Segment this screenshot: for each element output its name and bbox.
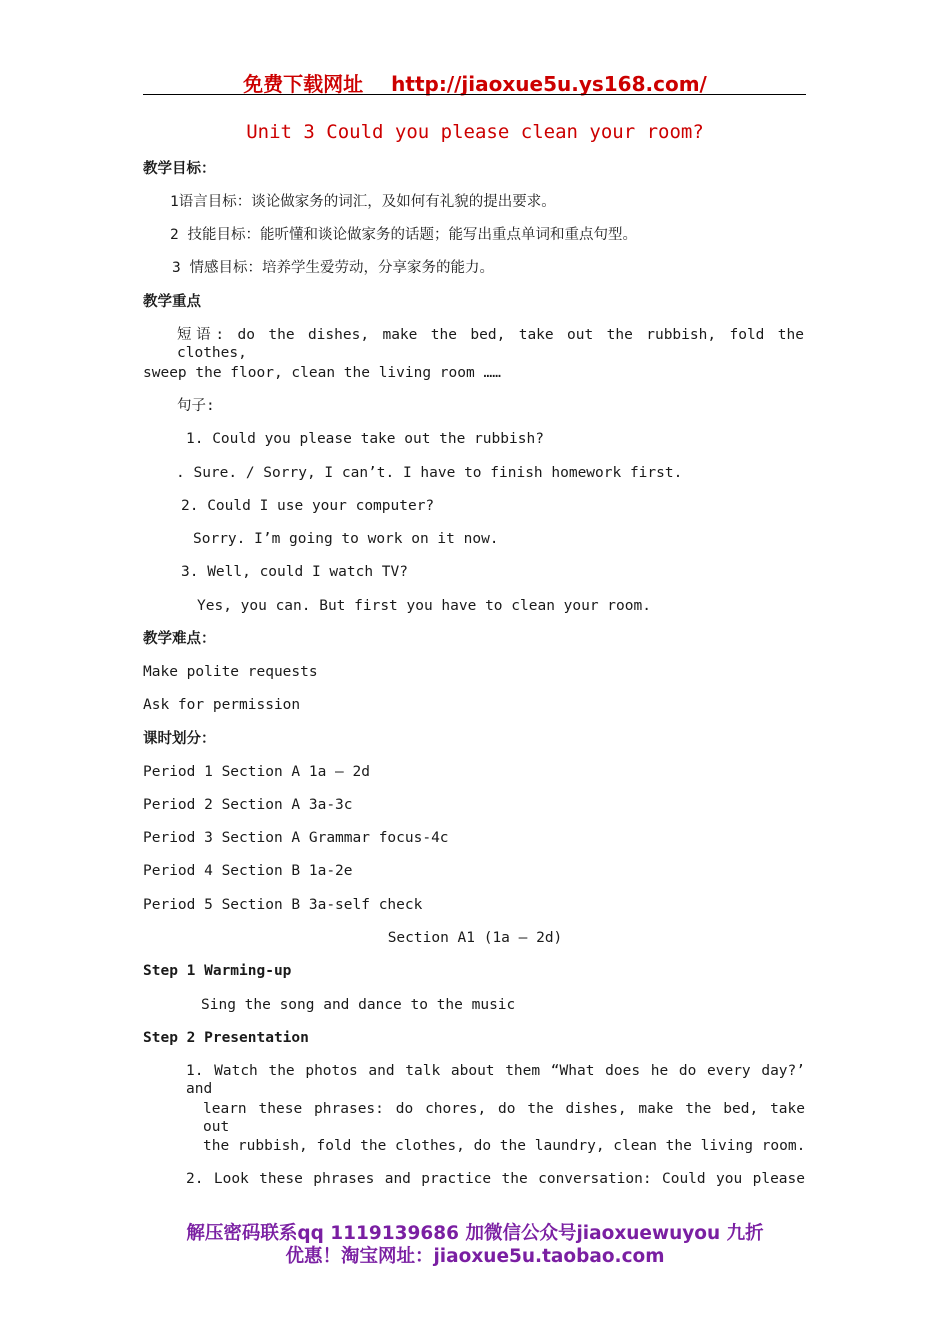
sentence-item: Yes, you can. But first you have to clean your room.	[197, 598, 651, 614]
step2-item-line: the rubbish, fold the clothes, do the laundry, clean the living room.	[203, 1138, 806, 1154]
footer-line: 解压密码联系qq 1119139686 加微信公众号jiaoxuewuyou 九折	[186, 1223, 764, 1244]
phrases-line: sweep the floor, clean the living room ……	[143, 365, 501, 381]
period-item: Period 4 Section B 1a-2e	[143, 863, 353, 879]
sentence-item: . Sure. / Sorry, I can’t. I have to finish homework first.	[176, 465, 683, 481]
phrases-line: 短语: do the dishes, make the bed, take out the rubbish, fold the clothes,	[177, 327, 804, 361]
difficulties-heading: 教学难点：	[143, 631, 216, 647]
sentence-item: Sorry. I’m going to work on it now.	[193, 531, 499, 547]
header-label: 免费下载网址	[243, 72, 364, 96]
objectives-heading: 教学目标：	[143, 161, 216, 177]
objective-item: 3 情感目标：培养学生爱劳动，分享家务的能力。	[172, 260, 494, 276]
objective-item: 1语言目标：谈论做家务的词汇，及如何有礼貌的提出要求。	[170, 194, 556, 210]
step1-text: Sing the song and dance to the music	[201, 997, 516, 1013]
header-divider	[143, 94, 806, 95]
period-item: Period 5 Section B 3a-self check	[143, 897, 423, 913]
step2-item-line: 1. Watch the photos and talk about them “What does he do every day?’ and	[186, 1063, 805, 1097]
key-points-heading: 教学重点	[143, 294, 201, 310]
footer-line: 优惠！淘宝网址：jiaoxue5u.taobao.com	[285, 1246, 665, 1267]
header-banner	[0, 68, 950, 97]
sentence-item: 1. Could you please take out the rubbish?	[186, 431, 544, 447]
sentences-label: 句子:	[177, 398, 215, 414]
periods-heading: 课时划分：	[143, 731, 216, 747]
page-title: Unit 3 Could you please clean your room?	[246, 121, 704, 143]
difficulty-item: Ask for permission	[143, 697, 301, 713]
period-item: Period 1 Section A 1a – 2d	[143, 764, 370, 780]
objective-item: 2 技能目标：能听懂和谈论做家务的话题；能写出重点单词和重点句型。	[170, 227, 637, 243]
sentence-item: 2. Could I use your computer?	[181, 498, 435, 514]
period-item: Period 3 Section A Grammar focus-4c	[143, 830, 449, 846]
step1-heading: Step 1 Warming-up	[143, 963, 292, 979]
step2-item-line: 2. Look these phrases and practice the conversation: Could you please	[186, 1171, 805, 1187]
difficulty-item: Make polite requests	[143, 664, 318, 680]
header-url-link[interactable]: http://jiaoxue5u.ys168.com/	[391, 72, 707, 96]
sentence-item: 3. Well, could I watch TV?	[181, 564, 408, 580]
period-item: Period 2 Section A 3a-3c	[143, 797, 353, 813]
step2-heading: Step 2 Presentation	[143, 1030, 309, 1046]
section-title: Section A1 (1a – 2d)	[387, 930, 563, 946]
step2-item-line: learn these phrases: do chores, do the dishes, make the bed, take out	[203, 1101, 805, 1135]
